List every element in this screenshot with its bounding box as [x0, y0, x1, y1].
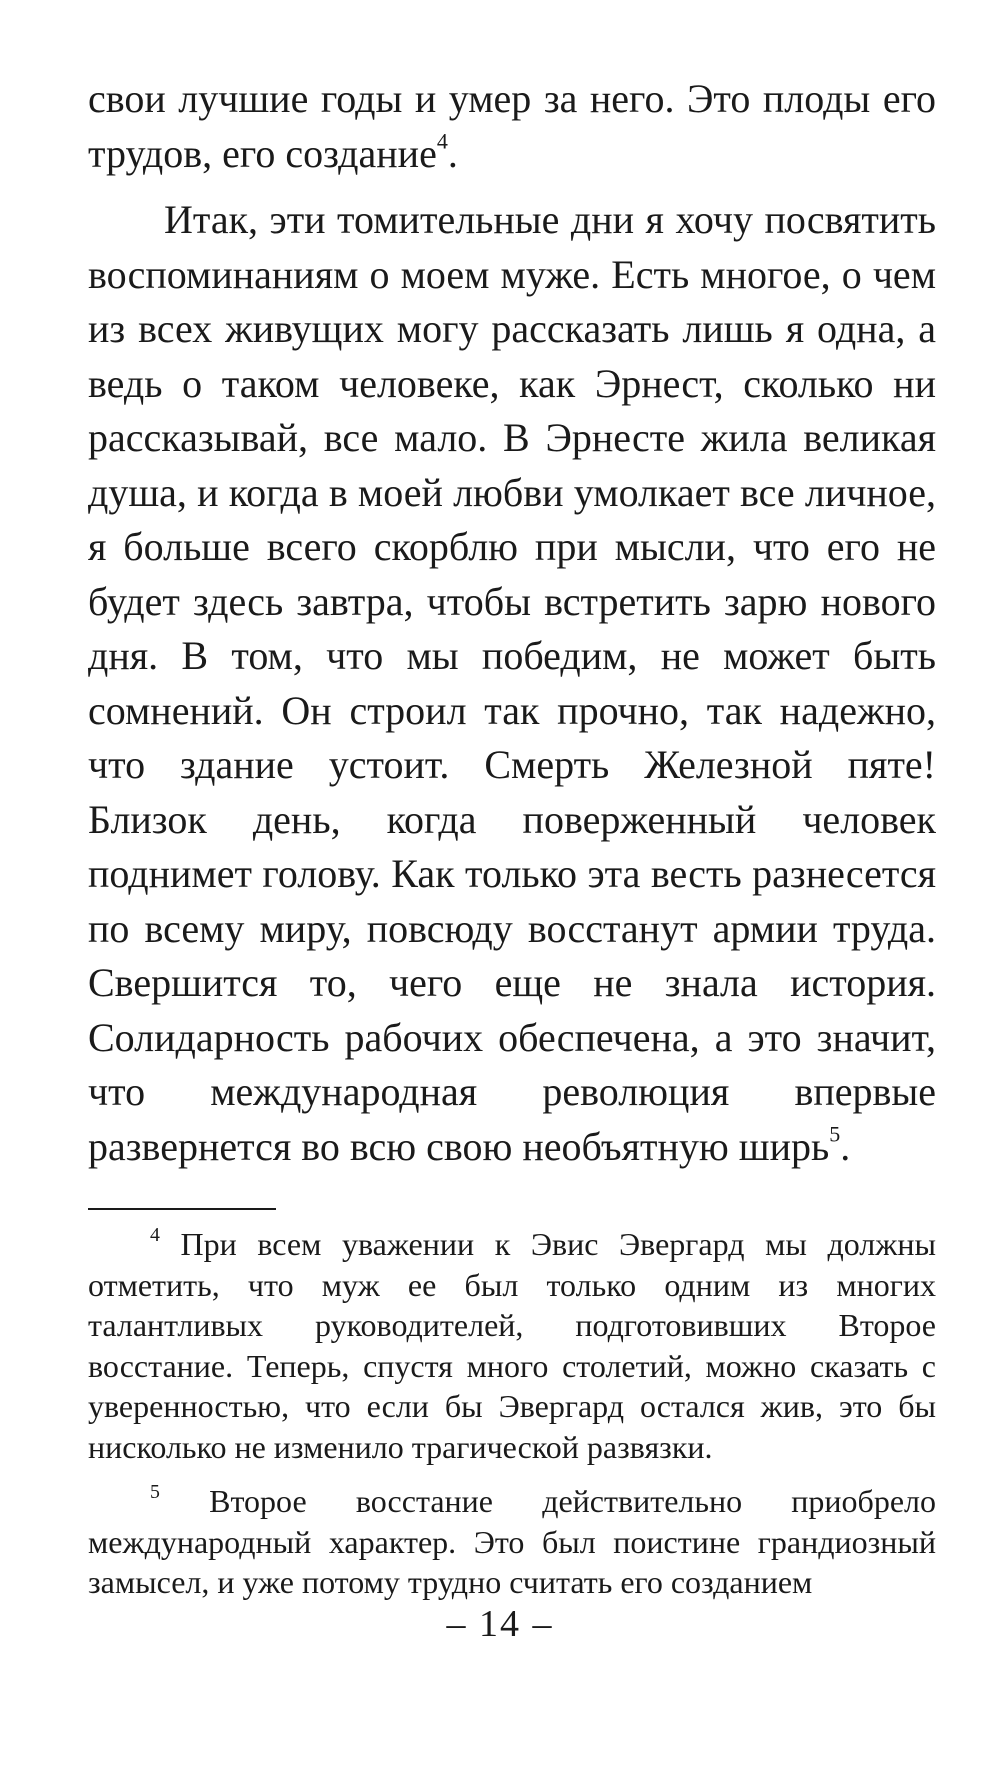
paragraph-end: . — [447, 130, 458, 176]
footnote-divider — [88, 1208, 276, 1210]
footnote-text: При всем уважении к Эвис Эвергард мы должны отметить, что муж ее был только одним из многих талантливых руководителей, подготовивших Второе восстание. Теперь, спустя много столетий, можно сказать с уверенностью, что если бы Эвергард остался жив, это бы нисколько не изменило трагической развязки. — [88, 1226, 937, 1465]
book-page — [88, 72, 936, 1603]
paragraph-end: . — [840, 1123, 851, 1169]
paragraph — [88, 193, 936, 1174]
footnote — [88, 1481, 936, 1603]
page-number: – 14 – — [446, 1603, 554, 1645]
footnote-number: 5 — [150, 1481, 160, 1504]
paragraph-text: Итак, эти томительные дни я хочу посвятить воспоминаниям о моем муже. Есть многое, о чем из всех живущих могу рассказать лишь я одна, а ведь о таком человеке, как Эрнест, сколько ни рассказывай, все мало. В Эрнесте жила великая душа, и когда в моей любви умолкает все личное, я больше всего скорблю при мысли, что его не будет здесь завтра, чтобы встретить зарю нового дня. В том, что мы победим, не может быть сомнений. Он строил так прочно, так надежно, что здание устоит. Смерть Железной пяте! Близок день, когда поверженный человек поднимет голову. Как только эта весть разнесется по всему миру, повсюду восстанут армии труда. Свершится то, чего еще не знала история. Солидарность рабочих обеспечена, а это значит, что международная революция впервые развернется во всю свою необъятную ширь — [88, 197, 936, 1169]
footnote-reference: 4 — [436, 127, 448, 153]
main-text — [88, 72, 936, 1174]
footnote-text: Второе восстание действительно приобрело международный характер. Это был поистине грандиозный замысел, и уже потому трудно считать его созданием — [88, 1483, 937, 1600]
footnote-reference: 5 — [829, 1120, 841, 1146]
footnote-number: 4 — [150, 1224, 160, 1247]
footnote — [88, 1224, 936, 1467]
paragraph — [88, 72, 936, 181]
footnotes — [88, 1224, 936, 1603]
paragraph-text: свои лучшие годы и умер за него. Это плоды его трудов, его создание — [88, 76, 936, 176]
